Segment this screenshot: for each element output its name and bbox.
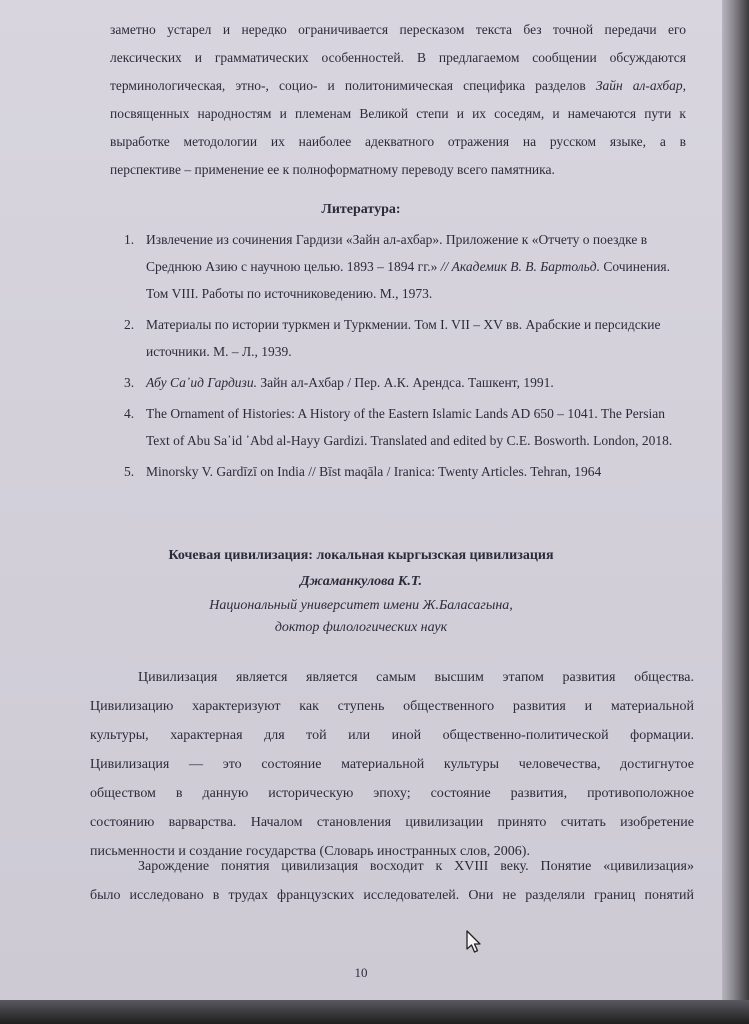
reference-item: 5. Minorsky V. Gardīzī on India // Bīst maqāla / Iranica: Twenty Articles. Tehran, 1964 xyxy=(110,458,690,485)
reference-number: 4. xyxy=(124,406,135,421)
article-affiliation: Национальный университет имени Ж.Баласагына, xyxy=(209,598,513,613)
body-line: Зарождение понятия цивилизация восходит к XVIII веку. Понятие «цивилизация» xyxy=(138,859,694,874)
body-line: культуры, характерная для той или иной общественно-политической формации. xyxy=(90,728,694,743)
reference-item: 3. Абу Са᾿ид Гардизи. Зайн ал-Ахбар / Пер. А.К. Арендса. Ташкент, 1991. xyxy=(110,369,690,396)
monitor-bezel-bottom xyxy=(0,1000,749,1024)
intro-line: заметно устарел и нередко ограничивается пересказом текста без точной передачи его xyxy=(110,22,686,37)
body-paragraph xyxy=(90,663,694,866)
monitor-bezel-right xyxy=(722,0,749,1024)
intro-italic: Зайн ал-ахбар, xyxy=(595,78,686,93)
reference-item: 4. The Ornament of Histories: A History of the Eastern Islamic Lands AD 650 – 1041. The Persian Text of Abu Sa᾿id ᾿Abd al-Hayy Gardizi. Translated and edited by C.E. Bosworth. London, 2018. xyxy=(110,400,690,454)
intro-paragraph xyxy=(110,16,686,184)
body-line: письменности и создание государства (Словарь иностранных слов, 2006). xyxy=(90,844,530,859)
reference-item: 2. Материалы по истории туркмен и Туркмении. Том I. VII – XV вв. Арабские и персидские источники. М. – Л., 1939. xyxy=(110,311,690,365)
article-author: Джаманкулова К.Т. xyxy=(299,574,422,589)
intro-line: перспективе – применение ее к полноформатному переводу всего памятника. xyxy=(110,162,555,177)
reference-number: 2. xyxy=(124,317,135,332)
intro-line: терминологическая, этно-, социо- и политонимическая специфика разделов Зайн ал-ахбар, xyxy=(110,78,686,93)
article-title: Кочевая цивилизация: локальная кыргызская цивилизация xyxy=(168,548,554,563)
body-line: было исследовано в трудах французских исследователей. Они не разделяли границ понятий xyxy=(90,888,694,903)
reference-list xyxy=(110,226,690,489)
body-line: состоянию варварства. Началом становления цивилизации принято считать изобретение xyxy=(90,815,694,830)
literature-heading: Литература: xyxy=(321,202,401,217)
reference-number: 3. xyxy=(124,375,135,390)
intro-line: лексических и грамматических особенностей. В предлагаемом сообщении обсуждаются xyxy=(110,50,686,65)
intro-line: выработке методологии их наиболее адекватного отражения на русском языке, а в xyxy=(110,134,686,149)
reference-item: 1. Извлечение из сочинения Гардизи «Зайн ал-ахбар». Приложение к «Отчету о поездке в Среднюю Азию с научною целью. 1893 – 1894 гг.» // Академик В. В. Бартольд. Сочинения. Том VIII. Работы по источниковедению. М., 1973. xyxy=(110,226,690,307)
body-line: обществом в данную историческую эпоху; состояние развития, противоположное xyxy=(90,786,694,801)
page-number: 10 xyxy=(354,965,368,980)
mouse-pointer-icon xyxy=(465,930,483,954)
body-line: Цивилизация — это состояние материальной культуры человечества, достигнутое xyxy=(90,757,694,772)
body-paragraph xyxy=(90,852,694,910)
body-line: Цивилизацию характеризуют как ступень общественного развития и материальной xyxy=(90,699,694,714)
article-degree: доктор филологических наук xyxy=(274,620,448,635)
reference-number: 1. xyxy=(124,232,135,247)
intro-line: посвященных народностям и племенам Великой степи и их соседям, и намечаются пути к xyxy=(110,106,686,121)
body-line: Цивилизация является является самым высшим этапом развития общества. xyxy=(138,670,694,685)
reference-number: 5. xyxy=(124,464,135,479)
